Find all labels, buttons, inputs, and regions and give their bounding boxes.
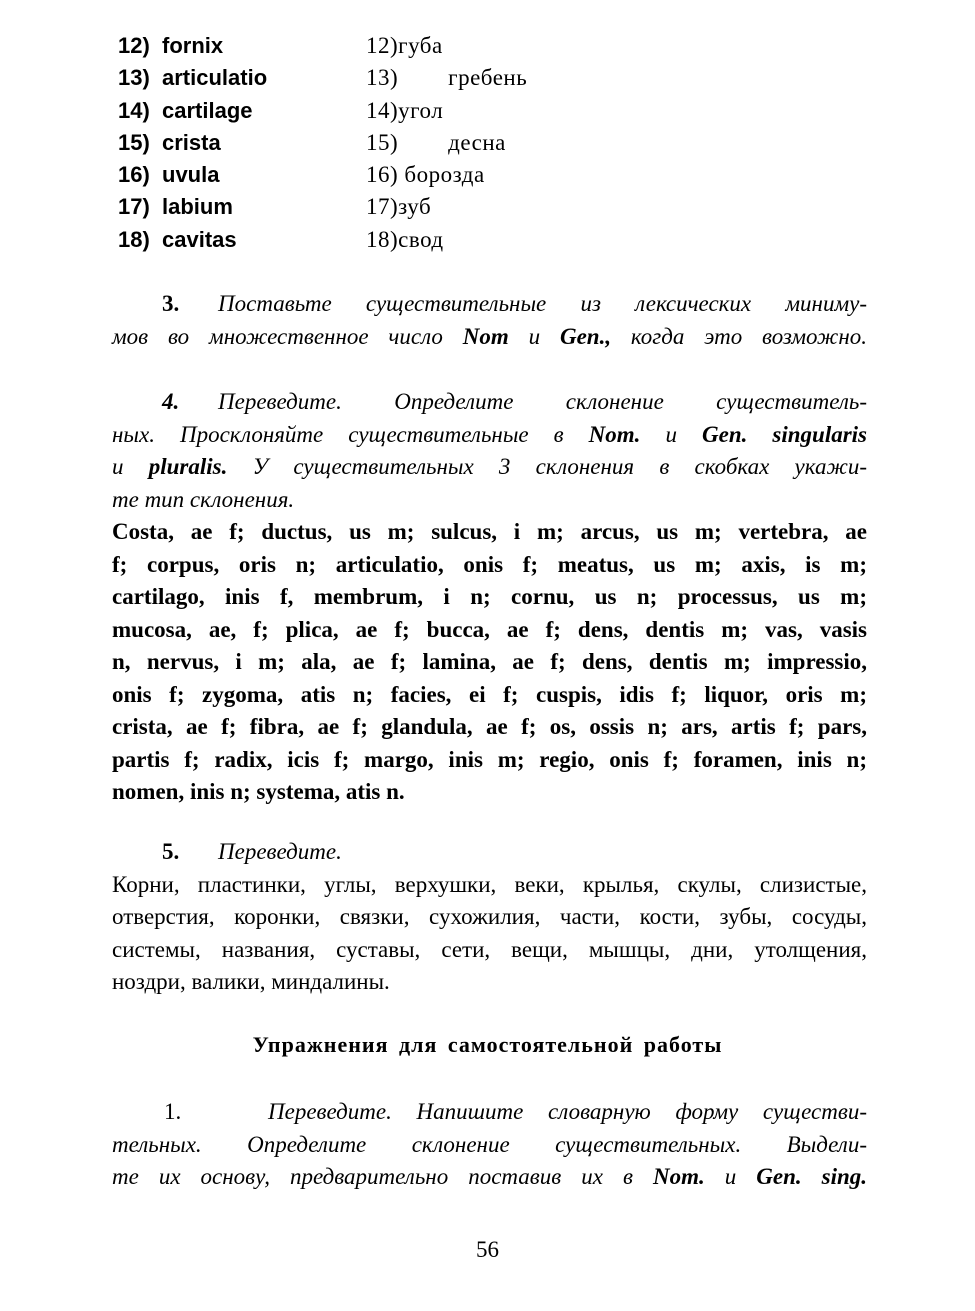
vocab-row <box>118 224 718 256</box>
word-list-line: crista, ae f; fibra, ae f; glandula, ae f; os, ossis n; ars, artis f; pars, <box>112 714 867 739</box>
self-study-exercise-1 <box>112 1096 867 1194</box>
term-gen: Gen., <box>559 323 612 349</box>
exercise-4 <box>112 386 867 809</box>
vocab-row <box>118 159 718 191</box>
term-nom: Nom. <box>652 1164 705 1189</box>
vocab-russian: 14)угол <box>366 97 444 123</box>
term-gen-singularis: Gen. singularis <box>702 421 867 447</box>
self-study-text: и <box>704 1164 757 1189</box>
word-list-line: cartilago, inis f, membrum, i n; cornu, us n; processus, us m; <box>112 584 867 609</box>
exercise-4-text: ных. Просклоняйте существительные в <box>112 421 589 447</box>
term-nom: Nom <box>462 323 509 349</box>
exercise-number: 1. <box>164 1099 182 1124</box>
vocab-latin: crista <box>162 129 221 155</box>
vocab-number: 13) <box>118 65 150 91</box>
term-nom: Nom. <box>588 421 641 447</box>
exercise-4-line-1: Переведите. Определите склонение существитель- <box>218 389 867 414</box>
vocab-russian: 17)зуб <box>366 194 432 220</box>
exercise-4-text: У существительных 3 склонения в скобках укажи- <box>227 454 867 479</box>
self-study-text: те их основу, предварительно поставив их в <box>112 1164 653 1189</box>
vocab-russian: 16) борозда <box>366 162 485 188</box>
vocab-row <box>118 62 718 94</box>
exercise-number: 4. <box>162 389 180 414</box>
exercise-4-text: и <box>112 454 149 479</box>
vocab-number: 16) <box>118 162 150 188</box>
exercise-4-text: те тип склонения. <box>112 486 295 512</box>
exercise-4-text: и <box>640 421 702 447</box>
vocab-number: 17) <box>118 194 150 220</box>
vocab-latin: fornix <box>162 33 224 58</box>
self-study-text: тельных. Определите склонение существительных. Выдели- <box>112 1131 867 1157</box>
vocab-row <box>118 127 718 159</box>
exercise-number: 5. <box>162 839 180 864</box>
vocab-latin: labium <box>162 194 233 220</box>
exercise-3-text: мов во множественное число <box>112 323 463 349</box>
word-list-line: Costa, ae f; ductus, us m; sulcus, i m; arcus, us m; vertebra, ae <box>112 519 867 544</box>
exercise-number: 3. <box>162 291 180 316</box>
word-list-line: partis f; radix, icis f; margo, inis m; regio, onis f; foramen, inis n; <box>112 746 867 772</box>
vocab-latin: cartilage <box>162 97 253 123</box>
self-study-text: Переведите. Напишите словарную форму существи- <box>268 1099 867 1124</box>
exercise-4-word-list <box>112 516 867 809</box>
term-gen-sing: Gen. sing. <box>756 1164 867 1189</box>
word-list-line: f; corpus, oris n; articulatio, onis f; meatus, us m; axis, is m; <box>112 551 867 577</box>
vocab-latin: cavitas <box>162 226 237 252</box>
vocab-row <box>118 95 718 127</box>
vocab-russian: 13) гребень <box>366 65 528 91</box>
vocab-latin: articulatio <box>162 65 268 91</box>
vocab-latin: uvula <box>162 162 220 188</box>
term-pluralis: pluralis. <box>148 454 228 479</box>
vocab-row <box>118 191 718 223</box>
vocab-number: 12) <box>118 33 150 58</box>
word-list-line: mucosa, ae, f; plica, ae f; bucca, ae f; dens, dentis m; vas, vasis <box>112 616 867 642</box>
word-list-line: nomen, inis n; systema, atis n. <box>112 779 405 804</box>
exercise-5 <box>112 836 867 999</box>
vocab-row <box>118 30 718 62</box>
vocab-number: 15) <box>118 129 150 155</box>
translation-line: отверстия, коронки, связки, сухожилия, части, кости, зубы, сосуды, <box>112 904 867 929</box>
vocab-number: 14) <box>118 97 150 123</box>
translation-line: ноздри, валики, миндалины. <box>112 969 390 994</box>
vocab-russian: 12)губа <box>366 33 443 58</box>
vocabulary-list <box>118 30 718 256</box>
page-number: 56 <box>476 1237 499 1262</box>
translation-line: системы, названия, суставы, сети, вещи, мышцы, дни, утолщения, <box>112 936 867 962</box>
section-heading: Упражнения для самостоятельной работы <box>252 1032 723 1057</box>
word-list-line: n, nervus, i m; ala, ae f; lamina, ae f; dens, dentis m; impressio, <box>112 649 867 674</box>
exercise-3-text: и <box>508 323 560 349</box>
exercise-3-text: когда это возможно. <box>611 323 867 349</box>
exercise-3 <box>112 288 867 353</box>
translation-line: Корни, пластинки, углы, верхушки, веки, крылья, скулы, слизистые, <box>112 871 867 897</box>
vocab-number: 18) <box>118 226 150 252</box>
vocab-russian: 18)свод <box>366 226 444 252</box>
exercise-5-title: Переведите. <box>218 839 342 864</box>
vocab-russian: 15) десна <box>366 129 506 155</box>
word-list-line: onis f; zygoma, atis n; facies, ei f; cuspis, idis f; liquor, oris m; <box>112 681 867 707</box>
exercise-3-line-1: Поставьте существительные из лексических миниму- <box>218 291 867 316</box>
